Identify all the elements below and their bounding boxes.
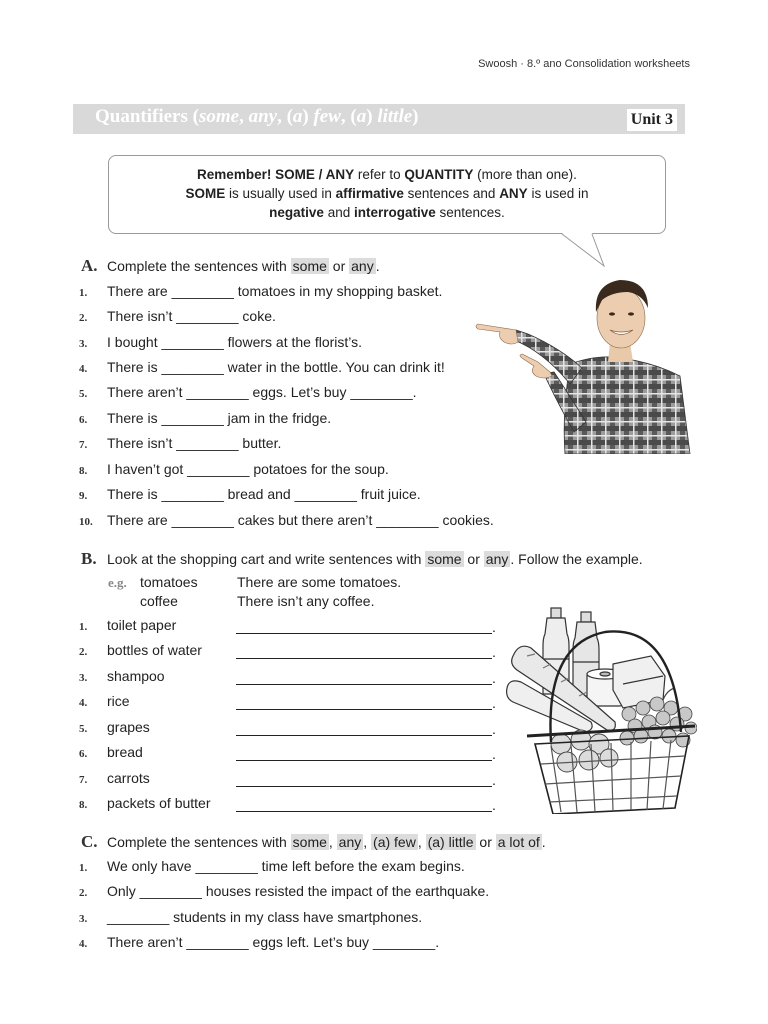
title-bar xyxy=(73,104,685,134)
section-c-item: 1. We only have ________ time left before the exam begins. xyxy=(79,858,465,874)
section-b-item: 7. carrots xyxy=(79,770,150,786)
section-c-item: 4. There aren’t ________ eggs left. Let’s buy ________. xyxy=(79,934,440,950)
example-label: e.g. xyxy=(108,575,127,590)
section-c-instruction: C. Complete the sentences with some , any , (a) few , (a) little or a lot of . xyxy=(81,832,546,851)
example-row-1: e.g. tomatoes There are some tomatoes. xyxy=(108,574,402,590)
section-a-item: 3. I bought ________ flowers at the florist’s. xyxy=(79,334,363,350)
section-a-item: 7. There isn’t ________ butter. xyxy=(79,435,282,451)
section-a-item: 4. There is ________ water in the bottle. You can drink it! xyxy=(79,359,445,375)
line-end-dot: . xyxy=(492,670,496,686)
section-b-item: 2. bottles of water xyxy=(79,642,202,658)
answer-line[interactable] xyxy=(236,735,492,736)
section-b-item: 4. rice xyxy=(79,693,130,709)
line-end-dot: . xyxy=(492,695,496,711)
section-c-letter: C. xyxy=(81,832,98,851)
worksheet-source: Swoosh · 8.º ano Consolidation worksheets xyxy=(478,58,690,70)
section-a-instruction: A. Complete the sentences with some or any . xyxy=(81,256,380,275)
example-row-2: coffee There isn’t any coffee. xyxy=(140,593,375,609)
remember-box xyxy=(108,155,666,234)
section-b-item: 1. toilet paper xyxy=(79,617,177,633)
shopping-basket-illustration xyxy=(505,604,697,814)
line-end-dot: . xyxy=(492,746,496,762)
section-a-item: 6. There is ________ jam in the fridge. xyxy=(79,410,332,426)
section-a-item: 2. There isn’t ________ coke. xyxy=(79,308,276,324)
section-c-item: 3. ________ students in my class have smartphones. xyxy=(79,909,423,925)
section-b-item: 3. shampoo xyxy=(79,668,165,684)
answer-line[interactable] xyxy=(236,709,492,710)
section-a-item: 9. There is ________ bread and ________ fruit juice. xyxy=(79,486,421,502)
remember-line-3: negative and interrogative sentences. xyxy=(269,205,505,220)
section-b-letter: B. xyxy=(81,549,97,568)
line-end-dot: . xyxy=(492,721,496,737)
answer-line[interactable] xyxy=(236,658,492,659)
section-c-item: 2. Only ________ houses resisted the impact of the earthquake. xyxy=(79,883,490,899)
remember-line-1: Remember! SOME / ANY refer to QUANTITY (more than one). xyxy=(197,167,577,182)
unit-label: Unit 3 xyxy=(627,109,677,131)
section-b-item: 8. packets of butter xyxy=(79,795,211,811)
section-a-item: 5. There aren’t ________ eggs. Let’s buy ________. xyxy=(79,384,417,400)
answer-line[interactable] xyxy=(236,811,492,812)
section-a-item: 10. There are ________ cakes but there aren’t ________ cookies. xyxy=(79,512,494,528)
line-end-dot: . xyxy=(492,797,496,813)
line-end-dot: . xyxy=(492,619,496,635)
answer-line[interactable] xyxy=(236,786,492,787)
answer-line[interactable] xyxy=(236,633,492,634)
answer-line[interactable] xyxy=(236,684,492,685)
section-b-instruction: B. Look at the shopping cart and write sentences with some or any . Follow the example. xyxy=(81,549,643,568)
page-title: Quantifiers (some, any, (a) few, (a) little) xyxy=(95,106,419,127)
remember-line-2: SOME is usually used in affirmative sentences and ANY is used in xyxy=(185,186,589,201)
pointing-boy-illustration xyxy=(470,272,692,454)
line-end-dot: . xyxy=(492,772,496,788)
speech-bubble-tail xyxy=(560,233,610,267)
section-b-item: 6. bread xyxy=(79,744,143,760)
section-a-letter: A. xyxy=(81,256,98,275)
section-b-item: 5. grapes xyxy=(79,719,150,735)
line-end-dot: . xyxy=(492,644,496,660)
answer-line[interactable] xyxy=(236,760,492,761)
section-a-item: 8. I haven’t got ________ potatoes for the soup. xyxy=(79,461,389,477)
section-a-item: 1. There are ________ tomatoes in my shopping basket. xyxy=(79,283,443,299)
